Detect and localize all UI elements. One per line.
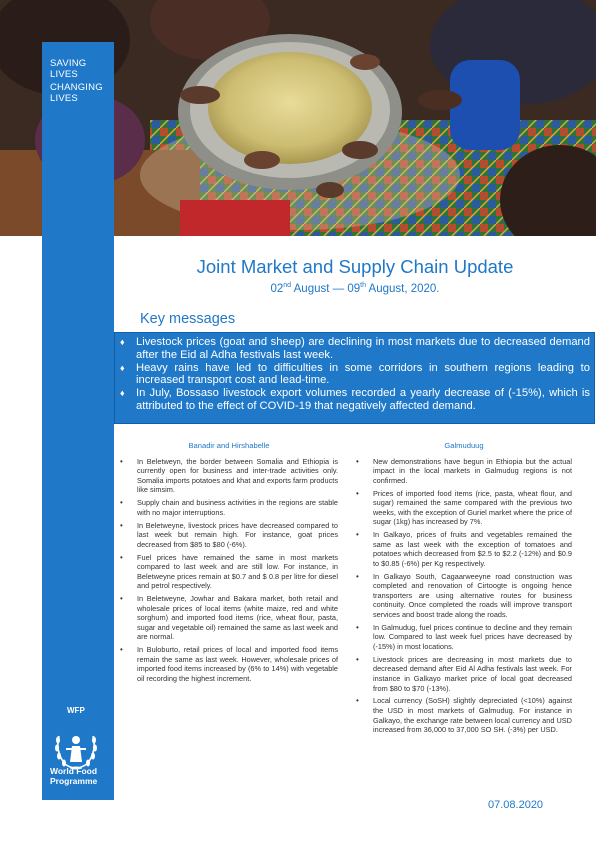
diamond-bullet-icon: ♦ xyxy=(120,388,125,399)
list-item xyxy=(120,645,338,683)
bullet-dot-icon: • xyxy=(120,456,123,466)
tagline xyxy=(50,58,103,104)
key-message-item xyxy=(119,387,590,413)
list-item xyxy=(120,521,338,550)
list-item-text: In Galkayo, prices of fruits and vegetables remained the same as last week with the exception of tomatoes and potatoes which decreased from $2.5 to $2.2 (-12%) and $0.9 to $0.85 (-6%) per Kg respectively. xyxy=(373,530,572,568)
list-item xyxy=(120,498,338,517)
wfp-logo xyxy=(48,706,108,774)
tagline-line-3: CHANGING xyxy=(50,82,103,93)
key-message-text: Livestock prices (goat and sheep) are declining in most markets due to decreased demand after the Eid al Adha festivals last week. xyxy=(136,336,590,361)
wfp-logo-name-line-1: World Food xyxy=(50,766,98,776)
footer-date: 07.08.2020 xyxy=(488,799,544,811)
key-message-text: Heavy rains have led to difficulties in some corridors in southern regions leading to increased transport cost and lead-time. xyxy=(136,361,590,387)
key-message-item xyxy=(119,336,590,362)
end-day: 09 xyxy=(347,282,361,295)
bullet-dot-icon: • xyxy=(120,594,123,604)
section-heading: Banadir and Hirshabelle xyxy=(188,441,270,450)
list-item-text: Local currency (SoSH) slightly depreciated (<10%) against the USD in most markets of Galmudug. For instance in Galkayo, the exchange rate between local currency and USD increased from 36,000 to 37,000 SO SH. (-3%) per USD. xyxy=(373,696,572,735)
list-item-text: In Galkayo South, Cagaarweeyne road construction was completed and renovation of Cirtoogte is ongoing hence transporters are using alternative routes for business continuity. Once completed the roads will improve transport services and boost trade along the roads. xyxy=(373,571,572,620)
wfp-logo-name-line-2: Programme xyxy=(50,776,98,786)
list-item xyxy=(356,572,572,620)
list-item-text: In Beletweyne, livestock prices have decreased compared to last week but remain high. For instance, goat prices decreased from $85 to $80 (-6%). xyxy=(137,520,338,549)
list-item-text: Supply chain and business activities in the regions are stable with no major interruptions. xyxy=(137,498,338,517)
start-rest: August — xyxy=(291,282,348,295)
list-item-text: In Beletweyne, Jowhar and Bakara market, both retail and wholesale prices of local items (white maize, red and white sorghum) and imported food items (rice, wheat flour, pasta, sugar and vegetable oil) remained the same as last week and are normal. xyxy=(137,594,338,642)
key-message-text: In July, Bossaso livestock export volumes recorded a yearly decrease of (-15%), which is attributed to the effect of COVID-19 that negatively affected demand. xyxy=(136,387,590,412)
diamond-bullet-icon: ♦ xyxy=(120,337,125,347)
list-item xyxy=(356,489,572,527)
section-heading: Galmuduug xyxy=(444,441,484,450)
section-banadir-hirshabelle xyxy=(120,441,338,687)
bullet-dot-icon: • xyxy=(356,488,359,498)
tagline-line-1: SAVING xyxy=(50,58,87,69)
bullet-list xyxy=(120,457,338,684)
bullet-dot-icon: • xyxy=(356,571,359,581)
section-galmuduug xyxy=(356,441,572,738)
list-item xyxy=(356,530,572,568)
list-item xyxy=(356,696,572,734)
tagline-line-4: LIVES xyxy=(50,93,78,104)
bullet-dot-icon: • xyxy=(120,645,123,655)
key-messages-box xyxy=(114,332,595,424)
bullet-dot-icon: • xyxy=(120,552,123,562)
list-item xyxy=(120,457,338,495)
list-item-text: Livestock prices are decreasing in most markets due to decreased demand after Eid Al Adha festivals last week. For instance in Galkayo market price of local goat decreased from $80 to $70 (-13%). xyxy=(373,654,572,693)
bullet-dot-icon: • xyxy=(120,520,123,530)
bullet-dot-icon: • xyxy=(356,530,359,540)
bullet-dot-icon: • xyxy=(356,696,359,706)
list-item-text: Prices of imported food items (rice, pasta, wheat flour, and sugar) remained the same compared with the previous two weeks, with the exception of Guriel market where the price of sugar (1kg) has increased by 7%. xyxy=(373,488,572,527)
list-item xyxy=(120,553,338,591)
start-day: 02 xyxy=(270,282,284,295)
wfp-logo-abbr: WFP xyxy=(67,706,85,715)
bullet-dot-icon: • xyxy=(120,498,123,508)
date-range-subtitle xyxy=(114,282,596,295)
list-item xyxy=(120,594,338,642)
bullet-dot-icon: • xyxy=(356,456,359,466)
bullet-dot-icon: • xyxy=(356,622,359,632)
list-item-text: New demonstrations have begun in Ethiopia but the actual impact in the local markets in Galmudug regions is not confirmed. xyxy=(373,456,572,485)
start-day-suffix: nd xyxy=(283,282,292,289)
bullet-dot-icon: • xyxy=(356,654,359,664)
end-rest: August, 2020. xyxy=(365,282,440,295)
bullet-list xyxy=(356,457,572,735)
list-item-text: In Beletweyn, the border between Somalia and Ethiopia is currently open for business and inter-trade activities only. Somalia imports potatoes and khat and exports farm products like simsim. xyxy=(137,456,338,495)
page-title: Joint Market and Supply Chain Update xyxy=(196,256,514,277)
tagline-line-2: LIVES xyxy=(50,69,78,80)
key-messages-heading: Key messages xyxy=(140,311,236,327)
list-item xyxy=(356,457,572,486)
list-item-text: Fuel prices have remained the same in most markets compared to last week and are still low. For instance, in Beletweyne prices remain at $0.7 and $ 0.8 per litre for diesel and petrol respectively. xyxy=(137,552,338,591)
brand-sidebar xyxy=(42,42,114,800)
list-item xyxy=(356,655,572,693)
wfp-logo-name xyxy=(50,766,97,786)
key-message-item xyxy=(119,362,590,388)
diamond-bullet-icon: ♦ xyxy=(120,362,125,373)
end-day-suffix: th xyxy=(360,282,366,289)
list-item xyxy=(356,623,572,652)
list-item-text: In Buloburto, retail prices of local and imported food items remain the same as last week. However, wholesale prices of imported food items increased by (6% to 14%) with vegetable oil recording the highest increment. xyxy=(137,645,338,683)
list-item-text: In Galmudug, fuel prices continue to decline and they remain low. Compared to last week fuel prices have decreased by (-15%) in most locations. xyxy=(373,622,572,652)
